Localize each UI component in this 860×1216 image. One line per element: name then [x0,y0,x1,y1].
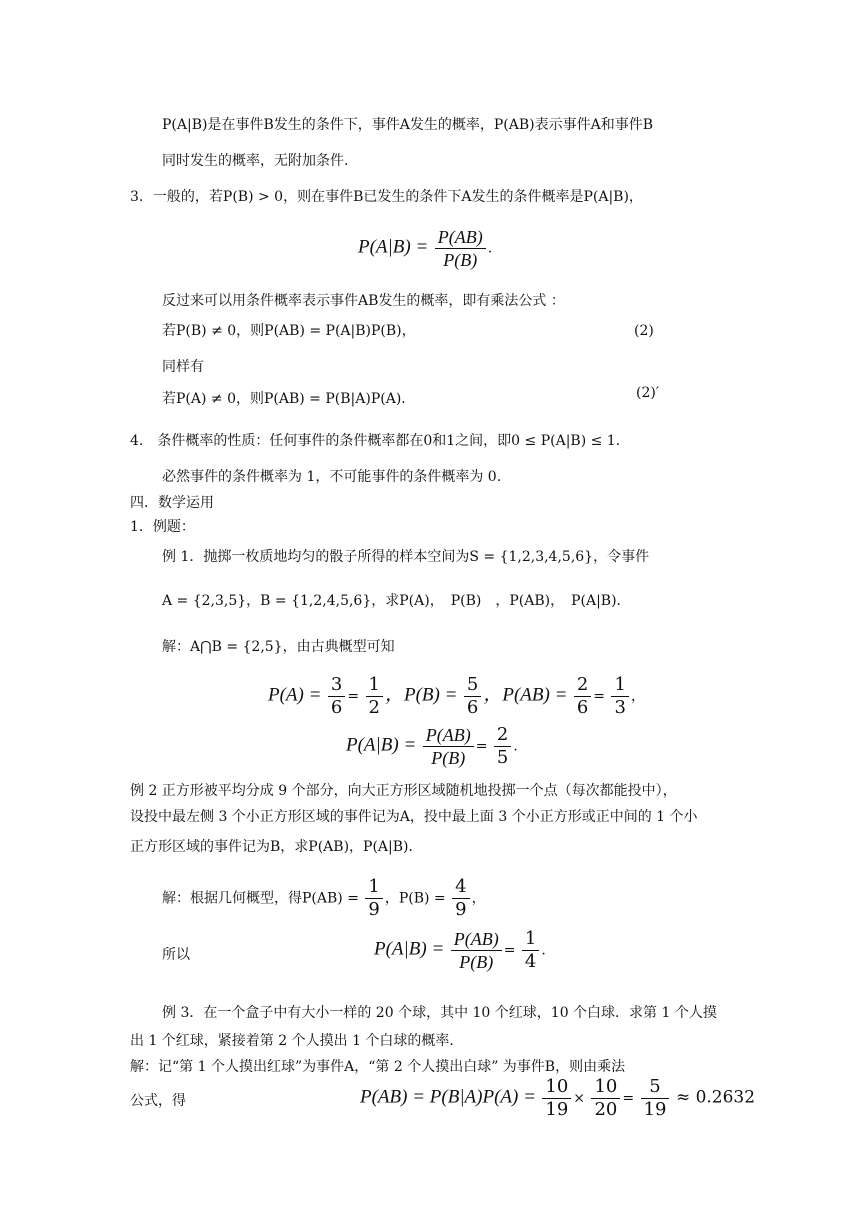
equation-2-prime: 若P(A) ≠ 0，则P(AB) = P(B|A)P(A)． [162,391,416,407]
fraction: $\frac{1}{9}$ [365,876,382,921]
equation-2-prime-tag: (2)′ [636,385,660,401]
example-2-line-3: 正方形区域的事件记为B，求P(AB)，P(A|B)． [130,839,423,855]
example-2-line-1: 例 2 正方形被平均分成 9 个部分，向大正方形区域随机地投掷一个点（每次都能投中）， [130,783,677,799]
fraction: $\frac{5}{6}$ [464,674,481,719]
fraction: $\frac{1}{2}$ [366,674,383,719]
item-3-text: 3．一般的，若P(B) > 0，则在事件B已发生的条件下A发生的条件概率是P(A|B)， [130,189,643,205]
paragraph-conditional-meaning-1: P(A|B)是在事件B发生的条件下，事件A发生的概率，P(AB)表示事件A和事件B [162,117,653,133]
example-3-line-3: 解：记“第 1 个人摸出红球”为事件A，“第 2 个人摸出白球” 为事件B，则由乘法 [130,1059,626,1075]
fraction: $\frac{3}{6}$ [328,674,345,719]
example-1-conditional: P(A|B) = $\frac{P(AB)}{P(B)}$ = $\frac{2}{5}$ . [346,724,518,768]
item-4-text: 4. 条件概率的性质：任何事件的条件概率都在0和1之间，即0 ≤ P(A|B) ≤ 1． [130,433,630,449]
example-3-line-1: 例 3．在一个盒子中有大小一样的 20 个球，其中 10 个红球，10 个白球．求第 1 个人摸 [162,1005,717,1021]
example-3-line-2: 出 1 个红球，紧接着第 2 个人摸出 1 个白球的概率. [130,1033,454,1049]
example-1-probabilities: P(A) = $\frac{3}{6}$ = $\frac{1}{2}$ ，P(B) = $\frac{5}{6}$ ，P(AB) = $\frac{2}{6}$ = $\frac{1}{3}$ ， [268,674,645,718]
example-2-solution: 解：根据几何概型，得P(AB) = $\frac{1}{9}$ ，P(B) = $\frac{4}{9}$ ， [162,876,486,920]
paragraph-conditional-meaning-2: 同时发生的概率，无附加条件. [162,153,349,169]
example-2-line-2: 设投中最左侧 3 个小正方形区域的事件记为A，投中最上面 3 个小正方形或正中间的 1 个小 [130,809,698,825]
fraction: $\frac{1}{4}$ [522,928,539,973]
fraction: $\frac{4}{9}$ [452,876,469,921]
subsection-heading: 1．例题： [130,519,195,535]
example-3-equation: P(AB) = P(B|A)P(A) = $\frac{10}{19}$ × $\frac{10}{20}$ = $\frac{5}{19}$ ≈ 0.2632 [360,1076,756,1120]
fraction: $\frac{1}{3}$ [611,674,628,719]
fraction: $\frac{P(AB)}{P(B)}$ [435,226,486,271]
example-1-line-2: A = {2,3,5}，B = {1,2,4,5,6}，求P(A)， P(B) ，P(AB)， P(A|B)． [162,593,631,609]
example-3-line-4: 公式，得 [130,1093,186,1109]
example-1-solution: 解：A⋂B = {2,5}，由古典概型可知 [162,639,395,655]
example-1-line-1: 例 1．抛掷一枚质地均匀的骰子所得的样本空间为S = {1,2,3,4,5,6}，令事件 [162,549,650,565]
formula-lhs: P(A|B) = [358,236,429,258]
fraction: $\frac{2}{6}$ [574,674,591,719]
formula-conditional-probability: P(A|B) = $\frac{P(AB)}{P(B)}$ . [358,227,493,270]
fraction: $\frac{10}{19}$ [542,1076,571,1121]
reverse-text: 反过来可以用条件概率表示事件AB发生的概率，即有乘法公式 ： [162,293,565,309]
section-heading: 四．数学运用 [130,495,214,511]
fraction: $\frac{2}{5}$ [494,724,511,769]
item-4-note: 必然事件的条件概率为 1，不可能事件的条件概率为 0. [162,469,502,485]
fraction: $\frac{5}{19}$ [641,1076,670,1121]
fraction: $\frac{P(AB)}{P(B)}$ [423,724,474,769]
fraction: $\frac{10}{20}$ [591,1076,620,1121]
same-text: 同样有 [162,359,204,375]
example-2-conditional: P(A|B) = $\frac{P(AB)}{P(B)}$ = $\frac{1}{4}$ . [374,928,546,972]
equation-2: 若P(B) ≠ 0，则P(AB) = P(A|B)P(B)， [162,323,416,339]
example-2-so: 所以 [162,947,190,963]
fraction: $\frac{P(AB)}{P(B)}$ [451,928,502,973]
equation-2-tag: (2) [634,323,654,339]
